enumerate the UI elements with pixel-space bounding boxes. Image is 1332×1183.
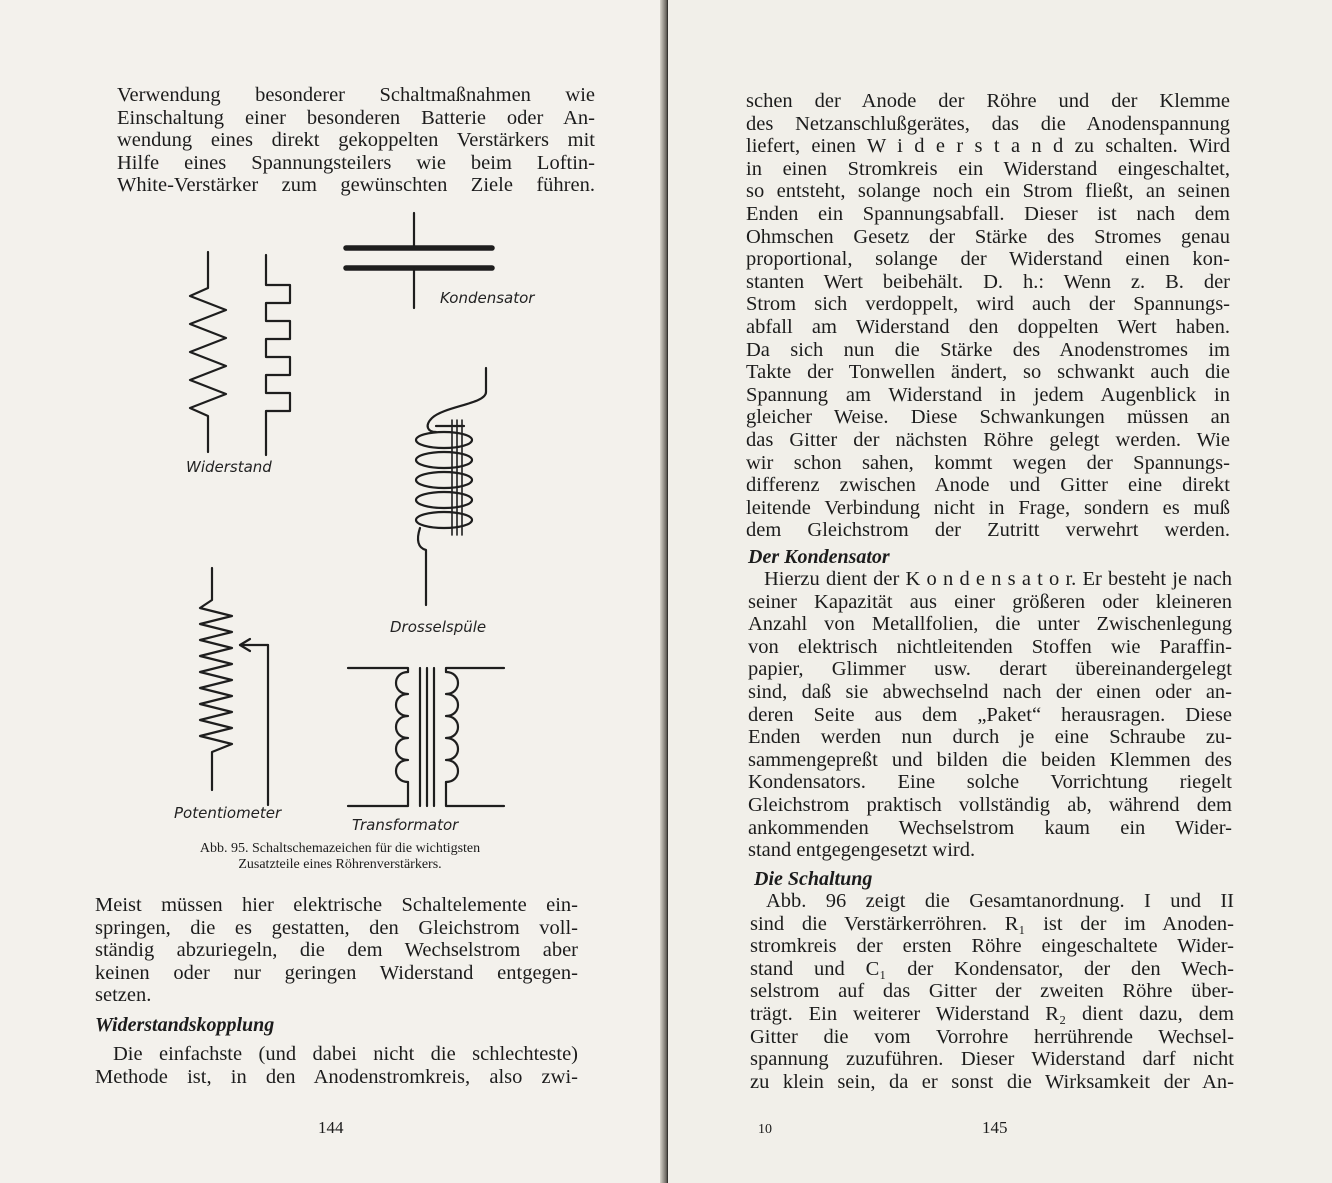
text-line: Enden werden nun durch je eine Schraube zu- [748,726,1232,749]
schematic-figure [0,0,664,900]
potentiometer-label: Potentiometer [174,804,282,822]
text-line: dem Gleichstrom der Zutritt verwehrt werden. [746,519,1230,542]
text-line: proportional, solange der Widerstand einen kon- [746,248,1230,271]
left-bottom-paragraph [95,894,578,1007]
right-page [668,0,1332,1183]
text-line: von elektrisch nichtleitenden Stoffen wie Paraffin- [748,635,1232,658]
text-line: gleicher Weise. Diese Schwankungen müssen an [746,406,1230,429]
text-line: papier, Glimmer usw. derart übereinandergelegt [748,658,1232,681]
text-line: stand und C₁ der Kondensator, der den Wech- [750,957,1234,980]
text-line: Enden ein Spannungsabfall. Dieser ist nach dem [746,202,1230,225]
section-heading: Der Kondensator [748,546,890,568]
text-line: sammengepreßt und bilden die beiden Klemmen des [748,748,1232,771]
page-number-left: 144 [318,1118,344,1137]
text-line: ständig abzuriegeln, die dem Wechselstrom aber [95,939,578,962]
text-line: Einschaltung einer besonderen Batterie oder An- [117,106,595,129]
text-line: liefert, einen W i d e r s t a n d zu schalten. Wird [746,135,1230,158]
potentiometer-symbol [200,568,268,805]
text-line: wendung eines direkt gekoppelten Verstärkers mit [117,129,595,152]
drosselspule-label: Drosselspüle [390,618,487,636]
page-number-right: 145 [982,1118,1008,1137]
left-page [0,0,664,1183]
text-line: Gleichstrom praktisch vollständig ab, während dem [748,793,1232,816]
text-line: Gitter die vom Vorrohre herrührende Wechsel- [750,1025,1234,1048]
section-heading: Die Schaltung [754,868,873,890]
text-line: Takte der Tonwellen ändert, so schwankt auch die [746,361,1230,384]
transformator-label: Transformator [352,816,459,834]
text-line: sind die Verstärkerröhren. R₁ ist der im Anoden- [750,912,1234,935]
text-line: Meist müssen hier elektrische Schaltelemente ein- [95,894,578,916]
right-paragraph-1 [746,90,1230,542]
text-line: stromkreis der ersten Röhre eingeschaltete Wider- [750,935,1234,958]
text-line: Hilfe eines Spannungsteilers wie beim Loftin- [117,151,595,174]
widerstand-label: Widerstand [186,458,272,476]
kondensator-label: Kondensator [440,289,535,307]
text-line: wir schon sahen, kommt wegen der Spannungs- [746,451,1230,474]
text-line: Ohmschen Gesetz der Stärke des Stromes genau [746,225,1230,248]
text-line: Methode ist, in den Anodenstromkreis, also zwi- [95,1065,578,1088]
text-line: Verwendung besonderer Schaltmaßnahmen wie [117,84,595,106]
left-last-paragraph [95,1043,578,1088]
text-line: schen der Anode der Röhre und der Klemme [746,90,1230,112]
choke-coil-symbol [416,368,486,605]
caption-line: Zusatzteile eines Röhrenverstärkers. [238,857,442,872]
figure-caption [140,841,540,873]
text-line: seiner Kapazität aus einer größeren oder kleineren [748,590,1232,613]
text-line: spannung zuzuführen. Dieser Widerstand darf nicht [750,1048,1234,1071]
text-line: leitende Verbindung nicht in Frage, sondern es muß [746,496,1230,519]
text-line: ankommenden Wechselstrom kaum ein Wider- [748,816,1232,839]
text-line: trägt. Ein weiterer Widerstand R₂ dient dazu, dem [750,1002,1234,1025]
text-line: das Gitter der nächsten Röhre gelegt werden. Wie [746,428,1230,451]
transformer-symbol [348,668,504,806]
caption-line: Abb. 95. Schaltschemazeichen für die wichtigsten [199,841,481,856]
text-line: Abb. 96 zeigt die Gesamtanordnung. I und II [766,890,1234,912]
text-line: Anzahl von Metallfolien, die unter Zwischenlegung [748,613,1232,636]
text-line: zu klein sein, da er sonst die Wirksamkeit der An- [750,1070,1234,1093]
text-line: Strom sich verdoppelt, wird auch der Spannungs- [746,293,1230,316]
right-paragraph-3 [750,890,1234,1093]
text-line: Da sich nun die Stärke des Anodenstromes im [746,338,1230,361]
text-line: Die einfachste (und dabei nicht die schlechteste) [113,1043,578,1065]
text-line: setzen. [95,984,152,1007]
text-line: selstrom auf das Gitter der zweiten Röhre über- [750,980,1234,1003]
right-paragraph-2 [748,568,1232,862]
text-line: differenz zwischen Anode und Gitter eine direkt [746,474,1230,497]
text-line: sind, daß sie abwechselnd nach der einen oder an- [748,680,1232,703]
text-line: des Netzanschlußgerätes, das die Anodenspannung [746,112,1230,135]
text-line: deren Seite aus dem „Paket“ herausragen. Diese [748,703,1232,726]
text-line: so entsteht, solange noch ein Strom fließt, an seinen [746,180,1230,203]
section-heading: Widerstandskopplung [95,1014,275,1036]
text-line: Spannung am Widerstand in jedem Augenblick in [746,383,1230,406]
text-line: keinen oder nur geringen Widerstand entgegen- [95,961,578,984]
text-line: Kondensators. Eine solche Vorrichtung riegelt [748,771,1232,794]
resistor-zigzag-symbol [190,252,226,452]
text-line: in einen Stromkreis ein Widerstand eingeschaltet, [746,157,1230,180]
text-line: stanten Wert beibehält. D. h.: Wenn z. B. der [746,270,1230,293]
resistor-rect-symbol [266,255,290,455]
text-line: springen, die es gestatten, den Gleichstrom voll- [95,916,578,939]
text-line: abfall am Widerstand den doppelten Wert haben. [746,315,1230,338]
text-line: White-Verstärker zum gewünschten Ziele führen. [117,174,595,197]
signature-mark: 10 [758,1122,772,1137]
text-line: stand entgegengesetzt wird. [748,839,976,862]
text-line: Hierzu dient der K o n d e n s a t o r. Er besteht je nach [764,568,1232,590]
